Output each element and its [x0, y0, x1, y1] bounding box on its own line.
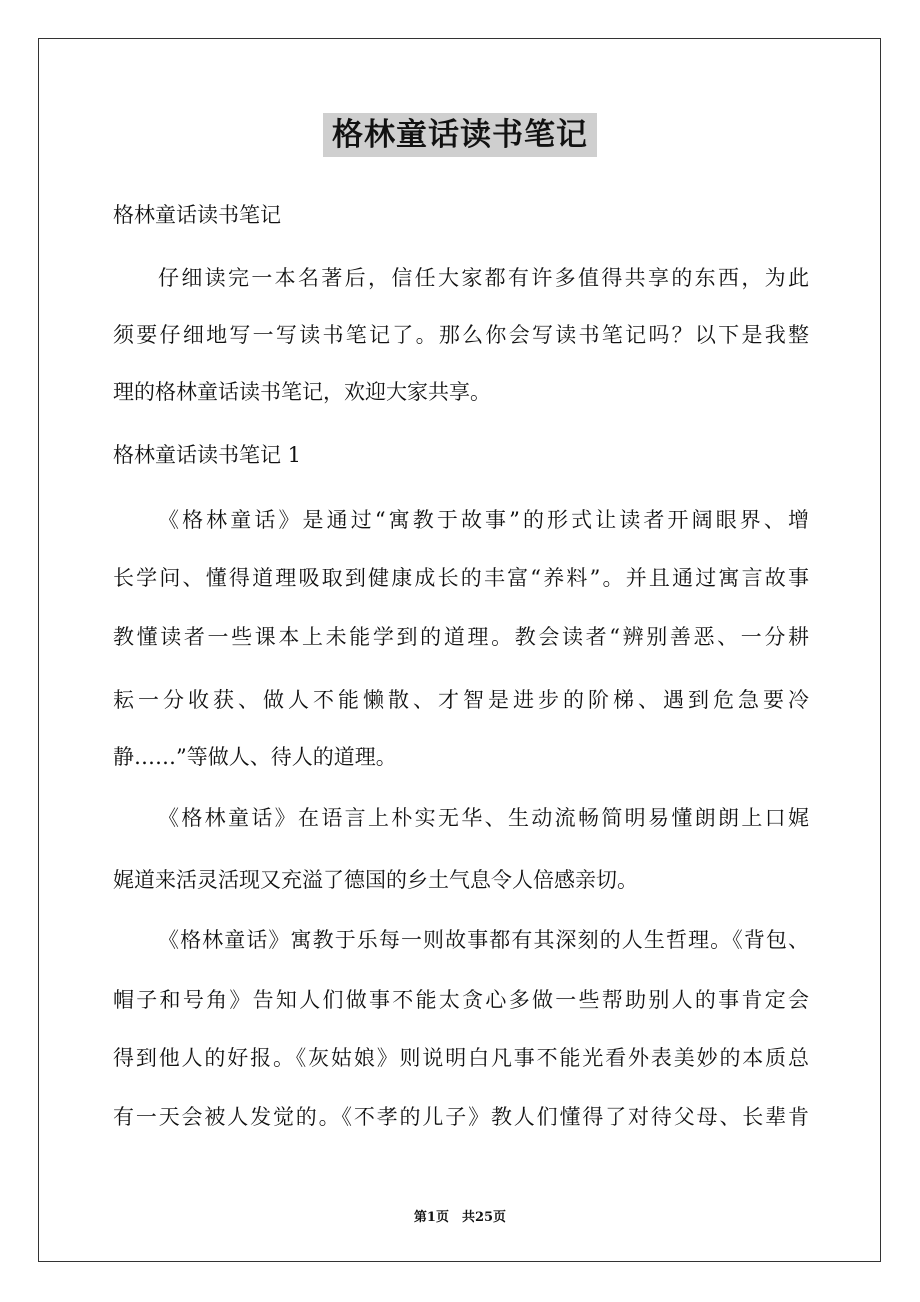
paragraph-line: 长学问、懂得道理吸取到健康成长的丰富“养料”。并且通过寓言故事	[113, 566, 809, 590]
paragraph-line: 理的格林童话读书笔记，欢迎大家共享。	[113, 380, 491, 404]
paragraph-line: 帽子和号角》告知人们做事不能太贪心多做一些帮助别人的事肯定会	[113, 988, 809, 1012]
section-heading: 格林童话读书笔记 1	[113, 443, 302, 467]
paragraph-line: 《格林童话》在语言上朴实无华、生动流畅简明易懂朗朗上口娓	[158, 806, 809, 830]
document-title: 格林童话读书笔记	[323, 113, 597, 157]
paragraph-line: 《格林童话》是通过“寓教于故事”的形式让读者开阔眼界、增	[158, 508, 809, 532]
subtitle: 格林童话读书笔记	[113, 203, 281, 227]
paragraph-line: 得到他人的好报。《灰姑娘》则说明白凡事不能光看外表美妙的本质总	[113, 1046, 809, 1070]
paragraph-line: 须要仔细地写一写读书笔记了。那么你会写读书笔记吗？以下是我整	[113, 323, 809, 347]
paragraph-line: 仔细读完一本名著后，信任大家都有许多值得共享的东西，为此	[158, 266, 809, 290]
paragraph-line: 教懂读者一些课本上未能学到的道理。教会读者“辨别善恶、一分耕	[113, 625, 809, 649]
paragraph-line: 静……”等做人、待人的道理。	[113, 745, 397, 769]
page-footer: 第1页 共25页	[413, 1210, 507, 1225]
paragraph-line: 《格林童话》寓教于乐每一则故事都有其深刻的人生哲理。《背包、	[158, 928, 809, 952]
paragraph-line: 有一天会被人发觉的。《不孝的儿子》教人们懂得了对待父母、长辈肯	[113, 1105, 809, 1129]
paragraph-line: 娓道来活灵活现又充溢了德国的乡土气息令人倍感亲切。	[113, 868, 638, 892]
paragraph-line: 耘一分收获、做人不能懒散、才智是进步的阶梯、遇到危急要冷	[113, 688, 809, 712]
